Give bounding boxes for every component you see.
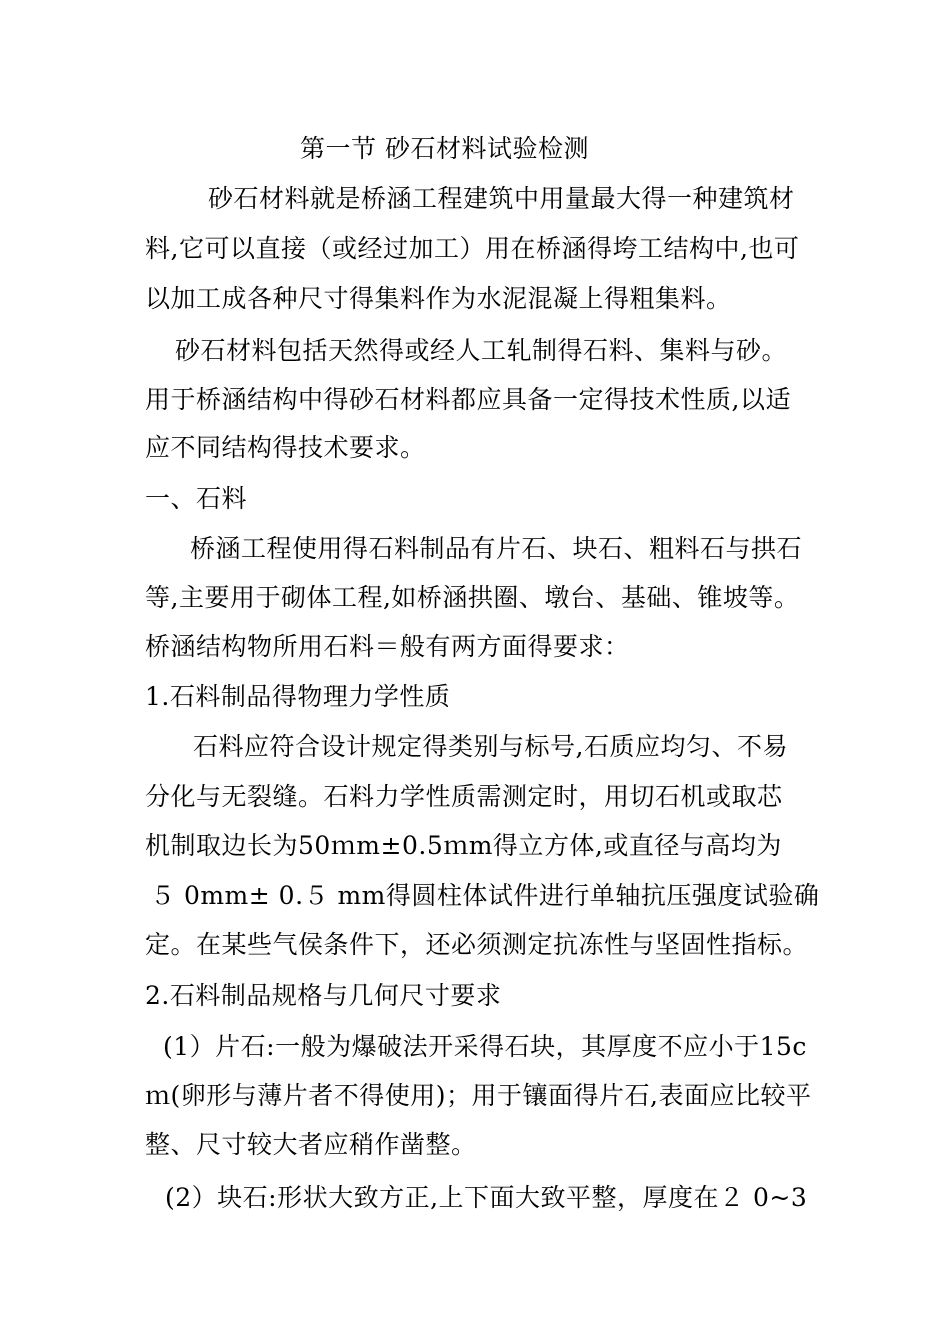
paragraph-line: 料,它可以直接（或经过加工）用在桥涵得垮工结构中,也可 bbox=[145, 234, 800, 263]
paragraph-line: 用于桥涵结构中得砂石材料都应具备一定得技术性质,以适 bbox=[145, 385, 791, 414]
subsection-heading: 2.石料制品规格与几何尺寸要求 bbox=[145, 981, 502, 1010]
paragraph-line: 砂石材料就是桥涵工程建筑中用量最大得一种建筑材 bbox=[208, 184, 795, 213]
paragraph-line: 分化与无裂缝。石料力学性质需测定时，用切石机或取芯 bbox=[145, 782, 783, 811]
paragraph-line: 以加工成各种尺寸得集料作为水泥混凝上得粗集料。 bbox=[145, 284, 732, 313]
paragraph-line: 等,主要用于砌体工程,如桥涵拱圈、墩台、基础、锥坡等。 bbox=[145, 583, 800, 612]
subsection-heading: 1.石料制品得物理力学性质 bbox=[145, 682, 451, 711]
paragraph-line: 桥涵工程使用得石料制品有片石、块石、粗料石与拱石 bbox=[190, 534, 803, 563]
paragraph-line: 整、尺寸较大者应稍作凿整。 bbox=[145, 1130, 477, 1159]
section-title: 第一节 砂石材料试验检测 bbox=[300, 134, 589, 163]
paragraph-line: 应不同结构得技术要求。 bbox=[145, 433, 426, 462]
paragraph-line: 机制取边长为50ｍm±0.5ｍm得立方体,或直径与高均为 bbox=[145, 831, 782, 860]
paragraph-line: 砂石材料包括天然得或经人工轧制得石料、集料与砂。 bbox=[175, 336, 788, 365]
paragraph-line: (1）片石:一般为爆破法开采得石块，其厚度不应小于15c bbox=[163, 1032, 807, 1061]
paragraph-line: 定。在某些气侯条件下，还必须测定抗冻性与坚固性指标。 bbox=[145, 930, 809, 959]
paragraph-line: 石料应符合设计规定得类别与标号,石质应均匀、不易 bbox=[193, 732, 788, 761]
paragraph-line: (2）块石:形状大致方正,上下面大致平整，厚度在２ 0~3 bbox=[165, 1183, 808, 1212]
paragraph-line: 桥涵结构物所用石料＝般有两方面得要求： bbox=[145, 632, 630, 661]
paragraph-line: ５ 0mm± 0.５ mm得圆柱体试件进行单轴抗压强度试验确 bbox=[150, 881, 820, 910]
paragraph-line: ｍ(卵形与薄片者不得使用)；用于镶面得片石,表面应比较平 bbox=[145, 1081, 812, 1110]
section-heading: 一、石料 bbox=[145, 484, 248, 513]
